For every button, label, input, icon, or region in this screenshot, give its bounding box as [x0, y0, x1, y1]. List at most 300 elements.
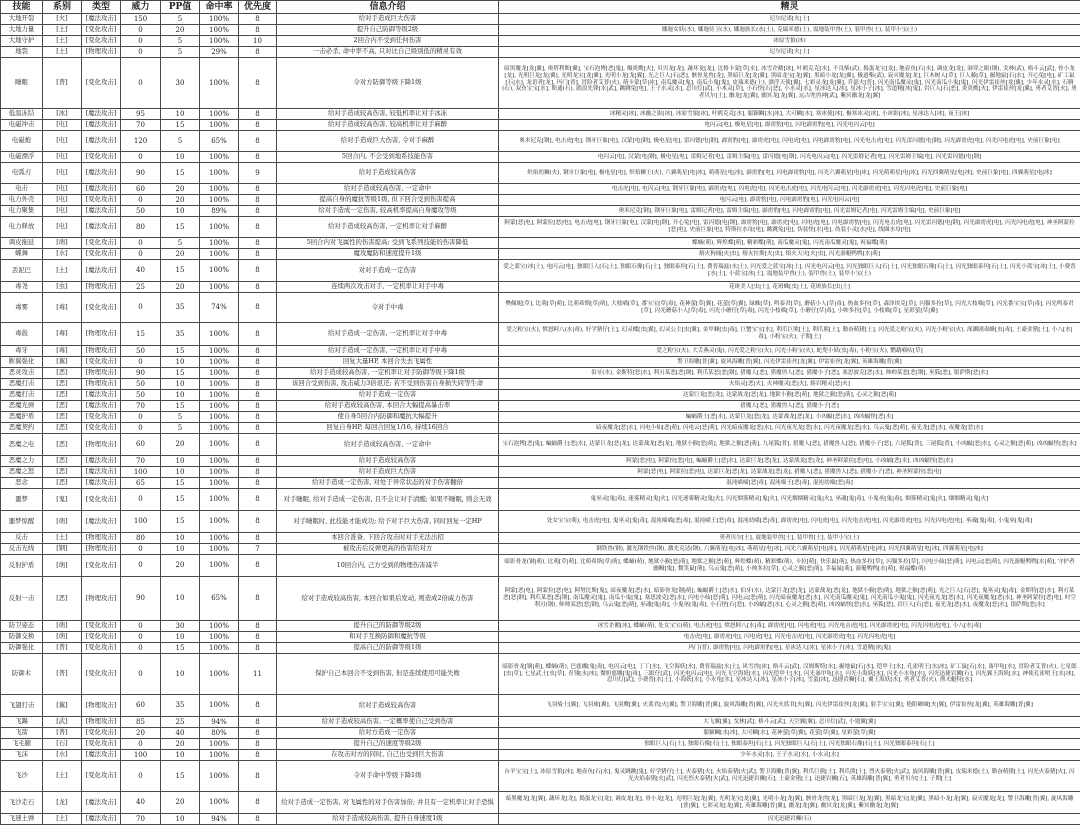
priority-cell: 8: [239, 792, 277, 814]
table-row: [1, 217, 1080, 238]
description-cell: 被攻击后反弹更高的伤害给对方: [277, 544, 499, 555]
power-cell: 0: [121, 555, 161, 577]
type-cell: [变化攻击]: [82, 728, 121, 739]
pp-cell: 5: [161, 36, 200, 47]
table-row: [1, 238, 1080, 249]
priority-cell: 8: [239, 357, 277, 368]
sprites-cell: 聪颖鲷[水|冰], 大可鲷[水], 花神萤[草|翼], 花萤[草|翼], 星彩萤[草|翼]: [499, 728, 1080, 739]
type-cell: [魔法攻击]: [82, 814, 121, 825]
sprites-cell: 猎魔人[恶], 猎魔兽人[恶], 猎魔小子[恶]: [499, 401, 1080, 412]
accuracy-cell: 100%: [200, 25, 239, 36]
accuracy-cell: 100%: [200, 467, 239, 478]
pp-cell: 10: [161, 750, 200, 761]
pp-cell: 15: [161, 346, 200, 357]
skill-name-cell: 飞沫: [1, 750, 43, 761]
sprites-cell: 奥米尼克[钢], 钢牙巨象[电], 雷姆记者[电], 雷姆主编[电], 霹雳豹[电], 闪电霹雳豹[电], 闪光雷姆记者[电], 闪光雷姆主编[电], 史前巨象[电]: [499, 206, 1080, 217]
skill-name-cell: 电击: [1, 184, 43, 195]
skill-name-cell: 电磁冲击: [1, 120, 43, 131]
skill-name-cell: 毒牙: [1, 346, 43, 357]
power-cell: 15: [121, 323, 161, 346]
type-cell: [魔法攻击]: [82, 390, 121, 401]
priority-cell: 8: [239, 489, 277, 511]
table-row: [1, 467, 1080, 478]
accuracy-cell: 100%: [200, 511, 239, 533]
type-cell: [魔法攻击]: [82, 217, 121, 238]
sprites-cell: 爱之粉宝(火), 大舌燕灵(鬼), 闪光爱之粉宝(火), 闪光小粉宝(火), 蛇咫小妖(虫|毒), 小粉宝(火), 鹦鹉嘀咕[草]: [499, 346, 1080, 357]
sprites-cell: 尼尔尼诺[火|土]: [499, 47, 1080, 58]
accuracy-cell: 89%: [200, 206, 239, 217]
attribute-cell: [普]: [43, 654, 82, 695]
type-cell: [物理攻击]: [82, 323, 121, 346]
pp-cell: 5: [161, 131, 200, 152]
table-row: [1, 739, 1080, 750]
type-cell: [变化攻击]: [82, 36, 121, 47]
skill-name-cell: 反击: [1, 533, 43, 544]
table-row: [1, 293, 1080, 323]
sprites-cell: 奥米尼克[钢], 电击虎[电], 钢牙巨象[电], 汉蒙[电|钢], 极电星[电], 雷闪德[电|钢], 霹雳豹[电], 霹雳虎[电], 闪电虎[电], 闪电霹雳豹[电], 闪光电击虎[电], 闪光雷闪德[电|钢], 闪光霹雳虎[电], 闪光闪电虎[电], 史前巨象[电]: [499, 131, 1080, 152]
header-attribute: 系别: [43, 1, 82, 14]
power-cell: 65: [121, 478, 161, 489]
sprites-cell: 尼尔尼诺[火|土]: [499, 14, 1080, 25]
pp-cell: 15: [161, 761, 200, 792]
sprites-cell: 阿蒙[恶|电], 阿蒙拉[恶|电], 达蒙巨龙[恶|龙], 达蒙战龙[恶|龙], 猎魔人[恶], 猎魔兽人[恶], 猎魔小子[恶], 神圣阿蒙拉[恶|电]: [499, 467, 1080, 478]
priority-cell: 8: [239, 632, 277, 643]
description-cell: 5回合内, 不会受到地系技能伤害: [277, 152, 499, 163]
power-cell: 60: [121, 184, 161, 195]
skill-name-cell: 恶魔打击: [1, 379, 43, 390]
power-cell: 20: [121, 728, 161, 739]
table-row: [1, 511, 1080, 533]
priority-cell: 8: [239, 379, 277, 390]
pp-cell: 20: [161, 434, 200, 456]
attribute-cell: [土]: [43, 533, 82, 544]
attribute-cell: [毒]: [43, 293, 82, 323]
skill-name-cell: 飞箭: [1, 728, 43, 739]
power-cell: 80: [121, 533, 161, 544]
attribute-cell: [萌]: [43, 555, 82, 577]
skill-name-cell: 防御强化: [1, 643, 43, 654]
pp-cell: 10: [161, 109, 200, 120]
accuracy-cell: 94%: [200, 814, 239, 825]
attribute-cell: [土]: [43, 36, 82, 47]
accuracy-cell: 100%: [200, 533, 239, 544]
priority-cell: 8: [239, 368, 277, 379]
attribute-cell: [土]: [43, 761, 82, 792]
power-cell: 50: [121, 379, 161, 390]
skill-name-cell: 飞沙走石: [1, 792, 43, 814]
skill-name-cell: 毒雾: [1, 293, 43, 323]
power-cell: 25: [121, 282, 161, 293]
type-cell: [变化攻击]: [82, 152, 121, 163]
attribute-cell: [萌]: [43, 621, 82, 632]
pp-cell: 40: [161, 728, 200, 739]
sprites-cell: 飞羽骑士[翼], 飞羽球[翼], 飞羽鹰[翼], 火蓝君[火|翼], 警卫海雕[普|翼], 旋风海雕[普|翼], 闪光火蓝君[火|翼], 闪光伊雷崔丝[龙|翼], 射手宝宝[翼], 艳阳啵啵[火|翼], 伊雷崔丝[龙|翼], 英雄海雕[普|翼]: [499, 695, 1080, 717]
type-cell: [物理攻击]: [82, 282, 121, 293]
type-cell: [魔法攻击]: [82, 163, 121, 184]
priority-cell: 8: [239, 750, 277, 761]
skill-name-cell: 恶魔光弹: [1, 401, 43, 412]
table-row: [1, 717, 1080, 728]
sprites-cell: 暗夜魔龙[恶|水], 闪电小仙[恶|萌], 闪电云[恶|萌], 闪光暗夜魔龙[恶|水], 闪光夜光龙[恶|水], 闪光夜魔龙[恶|水], 乌云鬼[恶|萌], 夜光龙[恶|水], 夜魔龙[恶|水]: [499, 423, 1080, 434]
skill-name-cell: 地裂: [1, 47, 43, 58]
accuracy-cell: 100%: [200, 163, 239, 184]
sprites-cell: 玛门(普), 霹雳豹[电], 闪电霹雳豹[电], 星冰达人[冰], 星冰小子[冰], 雪道精[冰|鬼]: [499, 643, 1080, 654]
attribute-cell: [电]: [43, 206, 82, 217]
attribute-cell: [土]: [43, 47, 82, 58]
pp-cell: 15: [161, 511, 200, 533]
description-cell: 一击必杀, 命中率不高, 只对比自己级别低的精灵有效: [277, 47, 499, 58]
sprites-cell: 阿蒙[恶|电], 阿蒙拉[恶|电], 电击虎[电], 钢牙巨象[电], 汉蒙[电|钢], 开心兔[电], 雷闪德[电|钢], 霹雳豹[电], 霹雳虎[电], 闪电虎[电], 闪电霹雳豹[电], 闪光电击虎[电], 闪光雷闪德[电|钢], 闪光霹雳虎[电], 闪光闪电虎[电], 神圣阿蒙拉[恶|电], 史前巨象[电], 特斯拉水母[电], 跳跳兔[电], 伪装怪[水|电], 伪装小灵[水|电], 线圈水母[电]: [499, 217, 1080, 238]
accuracy-cell: 100%: [200, 346, 239, 357]
sprites-cell: 炽焰幼狮(火), 钢牙巨象[电], 极电星[电], 炽焰狮王(火), 六翼萌星[电|冰], 萌萌星[电|冰], 霹雳豹[电], 闪电霹雳豹[电], 闪光六翼萌星[电|冰], 闪光萌萌星[电|冰], 闪光四翼萌星[电|冰], 史前巨象[电], 四翼萌星[电|冰]: [499, 163, 1080, 184]
power-cell: 0: [121, 152, 161, 163]
skill-name-cell: 电弧刃: [1, 163, 43, 184]
power-cell: 0: [121, 357, 161, 368]
type-cell: [魔法攻击]: [82, 206, 121, 217]
sprites-cell: 电击虎[电], 霹雳虎[电], 闪电虎[电], 闪光电击虎[电], 闪光霹雳虎[电], 闪光闪电虎[电]: [499, 632, 1080, 643]
power-cell: 100: [121, 467, 161, 478]
pp-cell: 15: [161, 217, 200, 238]
power-cell: 80: [121, 217, 161, 238]
attribute-cell: [恶]: [43, 423, 82, 434]
table-row: [1, 323, 1080, 346]
priority-cell: 8: [239, 390, 277, 401]
description-cell: 魔攻魔防和速度提升1级: [277, 249, 499, 260]
skill-name-cell: 恶魔之电: [1, 434, 43, 456]
attribute-cell: [翼]: [43, 357, 82, 368]
attribute-cell: [毒]: [43, 323, 82, 346]
description-cell: 给对手造成一定伤害, 对处于异常状态的对手伤害翻倍: [277, 478, 499, 489]
priority-cell: 7: [239, 544, 277, 555]
sprites-cell: 暗黑魔龙[龙|翼], 蔬坏龙[龙], 捣蛋龙宝[龙], 调皮龙[龙], 骨小龙[龙], 光明巨龙[龙|翼], 光明龙宝[龙|翼], 光明小龙[龙|翼], 骸骨龙兽[龙], 黑暗巨龙[龙|翼], 黑暗龙宝[龙|翼], 黑暗小龙[龙|翼], 寂灭魔龙[龙], 警卫海雕[普|翼], 旋风海雕[普|翼], 七彩灵龙[龙|翼], 英雄海雕[普|翼], 幽龙[龙|翼], 幽冥龙[龙|翼], 紫冥幽龙[龙|翼]: [499, 792, 1080, 814]
table-row: [1, 131, 1080, 152]
accuracy-cell: 100%: [200, 654, 239, 695]
sprites-cell: 少年水灵[水], 王子水灵[水], 小水灵[水]: [499, 750, 1080, 761]
power-cell: 0: [121, 544, 161, 555]
priority-cell: 8: [239, 533, 277, 544]
accuracy-cell: 100%: [200, 184, 239, 195]
attribute-cell: [普]: [43, 728, 82, 739]
power-cell: 0: [121, 47, 161, 58]
table-row: [1, 632, 1080, 643]
priority-cell: 9: [239, 163, 277, 184]
power-cell: 90: [121, 368, 161, 379]
accuracy-cell: 100%: [200, 555, 239, 577]
power-cell: 0: [121, 761, 161, 792]
attribute-cell: [鬼]: [43, 489, 82, 511]
header-pp: PP值: [161, 1, 200, 14]
sprites-cell: 冰雪企鹅[冰], 蝶蛹(萌), 处女宝宝(萌), 电击虎[电], 愤怒阿八[水|毒], 霹雳虎[电], 闪电虎[电], 闪光电击虎[电], 闪光霹雳虎[电], 闪光闪电虎[电], 小八[水|毒]: [499, 621, 1080, 632]
table-row: [1, 577, 1080, 621]
table-row: [1, 533, 1080, 544]
skill-name-cell: 飞速土弹: [1, 814, 43, 825]
priority-cell: 8: [239, 120, 277, 131]
skill-name-cell: 反击光线: [1, 544, 43, 555]
accuracy-cell: 100%: [200, 632, 239, 643]
description-cell: 给对手造成一定伤害, 对飞属性的对手伤害加倍; 并且有一定机率让对手恐惧: [277, 792, 499, 814]
accuracy-cell: 100%: [200, 36, 239, 47]
pp-cell: 20: [161, 184, 200, 195]
type-cell: [变化攻击]: [82, 357, 121, 368]
priority-cell: 8: [239, 260, 277, 282]
power-cell: 0: [121, 36, 161, 47]
pp-cell: 20: [161, 25, 200, 36]
skill-name-cell: 防御交换: [1, 632, 43, 643]
type-cell: [变化攻击]: [82, 643, 121, 654]
power-cell: 100: [121, 511, 161, 533]
pp-cell: 15: [161, 120, 200, 131]
sprites-cell: 蝶蛹(萌), 辉煌蝶[萌], 精彩蝶[萌], 南瓜魔灵[鬼], 闪光南瓜魔灵[鬼], 祝福蝶[萌]: [499, 238, 1080, 249]
sprites-cell: 警卫海雕[普|翼], 旋风海雕[普|翼], 闪光伊雷崔丝[龙|翼], 伊雷崔丝[龙|翼], 英雄海雕[普|翼]: [499, 357, 1080, 368]
description-cell: 令对手中毒: [277, 293, 499, 323]
pp-cell: 5: [161, 423, 200, 434]
sprites-cell: 阿蒙[恶|电], 阿蒙拉[恶|电], 阿努比斯[鬼], 暗夜魔龙[恶|水], 暗影骨龙[钢|萌], 蝙蝠爵士[恶|水], 伯牙(水), 达蒙巨龙[恶|龙], 达蒙战龙[恶|龙], 地狱小猴[恶|萌], 地狱之猴[恶|萌], 光之巨人[石|恶], 鬼巫灵[鬼|毒], 金斯特[恶|水], 利刃某恶[恶|钢], 利爪某恶[恶|钢], 南瓜魔灵[鬼], 南瓜小鬼[鬼], 塞思波克[恶|水], 闪电小仙[恶|萌], 闪电云[恶|萌], 闪光暗夜魔龙[恶|水], 闪光南瓜魔灵[鬼], 闪光南瓜小鬼[鬼], 闪光夜光龙[恶|水], 闪光夜魔龙[恶|水], 神圣阿蒙拉[恶|电], 时空利刃(钢), 帅帅某恶[恶|钢], 乌云鬼[恶|萌], 巫魂[鬼|毒], 小鬼巫[鬼|毒], 小石怪[石|恶], 小凶蝠[恶|水], 心灵之猴[恶|萌], 凶凶蝠怪[恶|水], 巫狐[恶], 岩巨人[石|恶], 夜光龙[恶|水], 夜魔龙[恶|水], 银萨斯[恶|水]: [499, 577, 1080, 621]
description-cell: 给对手造成较高伤害, 一定命中: [277, 184, 499, 195]
accuracy-cell: 80%: [200, 728, 239, 739]
priority-cell: 8: [239, 467, 277, 478]
description-cell: 给对手造成较高伤害, 本回合大幅提高暴击率: [277, 401, 499, 412]
description-cell: 给对手造成较高伤害, 一定机率让对手防御等级下降1级: [277, 368, 499, 379]
skill-name-cell: 噩梦惊醒: [1, 511, 43, 533]
table-row: [1, 390, 1080, 401]
pp-cell: 10: [161, 390, 200, 401]
description-cell: 提升自己的速度等级2级: [277, 739, 499, 750]
attribute-cell: [电]: [43, 184, 82, 195]
accuracy-cell: 100%: [200, 195, 239, 206]
description-cell: 令对手命中等级下降1级: [277, 761, 499, 792]
attribute-cell: [翼]: [43, 695, 82, 717]
accuracy-cell: 65%: [200, 577, 239, 621]
skill-name-cell: 防御术: [1, 654, 43, 695]
pp-cell: 10: [161, 577, 200, 621]
type-cell: [魔法攻击]: [82, 792, 121, 814]
priority-cell: 8: [239, 47, 277, 58]
skill-name-cell: 断翼强化: [1, 357, 43, 368]
priority-cell: 8: [239, 728, 277, 739]
priority-cell: 8: [239, 152, 277, 163]
accuracy-cell: 100%: [200, 478, 239, 489]
description-cell: 给对手造成一定伤害: [277, 390, 499, 401]
description-cell: 给对手造成巨大伤害: [277, 467, 499, 478]
table-row: [1, 555, 1080, 577]
priority-cell: 8: [239, 555, 277, 577]
accuracy-cell: 100%: [200, 390, 239, 401]
table-row: [1, 412, 1080, 423]
description-cell: 给对手造成较高伤害, 本回合如果后发动, 则造成2倍威力伤害: [277, 577, 499, 621]
accuracy-cell: 100%: [200, 58, 239, 109]
description-cell: 给对手造成较高伤害: [277, 695, 499, 717]
priority-cell: 8: [239, 621, 277, 632]
table-row: [1, 728, 1080, 739]
power-cell: 0: [121, 249, 161, 260]
accuracy-cell: 100%: [200, 152, 239, 163]
header-accuracy: 命中率: [200, 1, 239, 14]
sprites-cell: 伯牙(水), 金斯特[恶|水], 利刃某恶[恶|钢], 利爪某恶[恶|钢], 猎魔人[恶], 猎魔兽人[恶], 猎魔小子[恶], 塞思波克[恶|水], 帅帅某恶[恶|钢], 巫狐[恶], 银萨斯[恶|水]: [499, 368, 1080, 379]
skill-name-cell: 睡眠: [1, 58, 43, 109]
sprites-cell: 电闪云[电], 极电星[电], 霹雳豹[电], 闪电霹雳豹[电], 闪光电闪云[电]: [499, 120, 1080, 131]
attribute-cell: [恶]: [43, 456, 82, 467]
skill-name-cell: 飞毛腿: [1, 739, 43, 750]
sprites-cell: 蝙蝠爵士[恶|水], 达蒙巨龙[恶|龙], 达蒙战龙[恶|龙], 小凶蝠[恶|水], 凶凶蝠怪[恶|水]: [499, 412, 1080, 423]
description-cell: 回复自身HP, 每回合回复1/16, 持续16回合: [277, 423, 499, 434]
attribute-cell: [萌]: [43, 511, 82, 533]
attribute-cell: [电]: [43, 217, 82, 238]
table-row: [1, 47, 1080, 58]
sprites-cell: 勇者贝尔[土], 震地装甲兽[土], 装甲兽[土], 装甲小宝(土): [499, 533, 1080, 544]
power-cell: 0: [121, 654, 161, 695]
sprites-cell: 宝石泡博[恶|鬼], 蝙蝠爵士[恶|水], 达蒙巨龙[恶|龙], 达蒙战龙[恶|龙], 地狱小猴[恶|萌], 地狱之猴[恶|萌], 九尾狐[普], 猎魔人[恶], 猎魔兽人[恶], 猎魔小子[恶], 六尾狐[普], 三尾狐[普], 小凶蝠[恶|水], 心灵之猴[恶|萌], 凶凶蝠怪[恶|水]: [499, 434, 1080, 456]
description-cell: 给对手造成较高伤害: [277, 456, 499, 467]
priority-cell: 8: [239, 323, 277, 346]
pp-cell: 10: [161, 357, 200, 368]
accuracy-cell: 100%: [200, 423, 239, 434]
table-row: [1, 282, 1080, 293]
skill-name-cell: 恶灵攻击: [1, 368, 43, 379]
sprites-cell: 闪光迅捷岩狮(石): [499, 814, 1080, 825]
pp-cell: 10: [161, 206, 200, 217]
table-row: [1, 206, 1080, 217]
header-sprites: 精灵: [499, 1, 1080, 14]
description-cell: 对手睡眠时, 此技能才能成功; 给予对手巨大伤害, 同时回复一定HP: [277, 511, 499, 533]
power-cell: 0: [121, 58, 161, 109]
accuracy-cell: 100%: [200, 379, 239, 390]
pp-cell: 10: [161, 814, 200, 825]
type-cell: [魔法攻击]: [82, 260, 121, 282]
type-cell: [魔法攻击]: [82, 456, 121, 467]
table-row: [1, 792, 1080, 814]
power-cell: 40: [121, 792, 161, 814]
skill-name-cell: 大地守护: [1, 36, 43, 47]
table-row: [1, 260, 1080, 282]
attribute-cell: [电]: [43, 120, 82, 131]
accuracy-cell: 100%: [200, 217, 239, 238]
type-cell: [变化攻击]: [82, 489, 121, 511]
type-cell: [物理攻击]: [82, 544, 121, 555]
attribute-cell: [恶]: [43, 412, 82, 423]
power-cell: 120: [121, 131, 161, 152]
pp-cell: 20: [161, 792, 200, 814]
header-skill: 技能: [1, 1, 43, 14]
table-row: [1, 36, 1080, 47]
table-row: [1, 379, 1080, 390]
type-cell: [变化攻击]: [82, 632, 121, 643]
power-cell: 90: [121, 577, 161, 621]
accuracy-cell: 100%: [200, 739, 239, 750]
description-cell: 给对手造成一定伤害, 较高机率提高自身魔攻等级: [277, 206, 499, 217]
table-row: [1, 750, 1080, 761]
description-cell: 令对方防御等级下降1级: [277, 58, 499, 109]
type-cell: [变化攻击]: [82, 412, 121, 423]
priority-cell: 8: [239, 412, 277, 423]
power-cell: 0: [121, 643, 161, 654]
attribute-cell: [恶]: [43, 478, 82, 489]
accuracy-cell: 100%: [200, 750, 239, 761]
power-cell: 100: [121, 750, 161, 761]
attribute-cell: [土]: [43, 25, 82, 36]
sprites-cell: 娜迦女妖(水), 娜迦侍卫(水), 娜迦族长(水|土), 克瑞米德(土), 震地装甲兽(土), 装甲兽(土), 装甲小宝(土): [499, 25, 1080, 36]
sprites-cell: 熔火狗俑[火|虫], 熔火拉斯[火|虫], 熔火天灾[火|虫], 闪光游艇鸭鸭[水|萌]: [499, 249, 1080, 260]
attribute-cell: [普]: [43, 643, 82, 654]
type-cell: [变化攻击]: [82, 25, 121, 36]
type-cell: [物理攻击]: [82, 695, 121, 717]
header-type: 类型: [82, 1, 121, 14]
sprites-cell: 阿蒙[恶|电], 阿蒙拉[恶|电], 蝙蝠爵士[恶|水], 达蒙巨龙[恶|龙], 达蒙战龙[恶|龙], 神圣阿蒙拉[恶|电], 小凶蝠[恶|水], 凶凶蝠怪[恶|水]: [499, 456, 1080, 467]
priority-cell: 8: [239, 434, 277, 456]
power-cell: 70: [121, 456, 161, 467]
pp-cell: 30: [161, 621, 200, 632]
pp-cell: 10: [161, 533, 200, 544]
sprites-cell: 暗影骨龙[钢|萌], 蝶蛹(萌), 巴慈娜[鬼|毒], 电闪云[电], 丁丁[水], 飞空海妖[水], 费普瑞兹[水|土], 风雪兽[冰], 格斗云[武], 汉姆斯特[水], 掘地鼠[石|水], 铠甲士[水], 孔雀明王[水|冰], 矿工鼠[石|水], 盔甲龟[水], 冒险者艾普(火), 七星郎[虫|草], 七星武士[虫|草], 青翎[水|冰], 微妲慈娜[鬼|毒], 三眼仔[武], 闪光电闪云[电], 闪光飞空海妖[水], 闪光铠甲士[水], 闪光盔甲龟[水], 闪光小海妖[水], 闪光小水龟[水], 闪光迅捷岩狮[石], 闪光翼王海妖[水], 神使孔雀明王[水|冰], 忍川灯[武], 小费普[水|土], 小海妖[水], 小水龟[水], 星冰达人[冰], 星冰小子[冰], 雪蛮[冰], 迅捷岩狮[石], 翼王海妖[水], 勇者艾普(火), 渔夫艇特[水]: [499, 654, 1080, 695]
attribute-cell: [恶]: [43, 434, 82, 456]
description-cell: 给对手造成较高伤害, 一定命中: [277, 434, 499, 456]
sprites-cell: 爱之粉宝(火), 愤怒阿八(水|毒), 好学猪仔[土], 幻灵蝶[虫|翼], 幻灵公主[虫|翼], 金甲蜂[虫|毒], 巨蟹宝宝[水], 利爪巨熊[土], 利爪熊[土], 勤奋萌猪[土], 闪光爱之粉宝(火), 闪光小粉宝(火), 深渊剧毒蜂[虫|毒], 土豪金猪[土], 小八[水|毒], 小粉宝(火), 子期[土]: [499, 323, 1080, 346]
description-cell: 给对手造成较高伤害, 一定机率让对手麻醉: [277, 217, 499, 238]
priority-cell: 10: [239, 36, 277, 47]
pp-cell: 30: [161, 58, 200, 109]
type-cell: [物理攻击]: [82, 533, 121, 544]
accuracy-cell: 100%: [200, 643, 239, 654]
power-cell: 0: [121, 293, 161, 323]
priority-cell: 8: [239, 109, 277, 120]
power-cell: 50: [121, 206, 161, 217]
priority-cell: 8: [239, 739, 277, 750]
skill-name-cell: 丢泥巴: [1, 260, 43, 282]
attribute-cell: [电]: [43, 163, 82, 184]
type-cell: [变化攻击]: [82, 423, 121, 434]
accuracy-cell: 100%: [200, 260, 239, 282]
accuracy-cell: 29%: [200, 47, 239, 58]
skill-name-cell: 飞沙: [1, 761, 43, 792]
sprites-cell: 冰原雪狼(冰): [499, 36, 1080, 47]
skill-name-cell: 毒尧: [1, 282, 43, 293]
table-row: [1, 346, 1080, 357]
type-cell: [变化攻击]: [82, 238, 121, 249]
priority-cell: 8: [239, 249, 277, 260]
type-cell: [物理攻击]: [82, 346, 121, 357]
priority-cell: 8: [239, 25, 277, 36]
type-cell: [魔法攻击]: [82, 467, 121, 478]
sprites-cell: 爱之蓝宝(冰|土), 电闪云[电], 独眼巨人[石|土], 独眼石像[石|土], 独眼泰坦[石|土], 费普瑞兹(水|土), 闪光爱之蓝宝[冰|土], 闪光电闪云[电], 闪光独眼巨人[石|土], 闪光独眼石像[石|土], 闪光独眼泰坦[石|土], 闪光小蓝宝[冰|土], 小费普[水|土], 小蓝宝[冰|土], 震地装甲兽(土), 装甲兽(土), 装甲小宝(土): [499, 260, 1080, 282]
table-row: [1, 456, 1080, 467]
type-cell: [魔法攻击]: [82, 750, 121, 761]
skill-name-cell: 恶魔护盾: [1, 412, 43, 423]
accuracy-cell: 100%: [200, 695, 239, 717]
attribute-cell: [水]: [43, 750, 82, 761]
power-cell: 0: [121, 632, 161, 643]
description-cell: 对对手造成一定伤害: [277, 260, 499, 282]
table-row: [1, 434, 1080, 456]
pp-cell: 15: [161, 401, 200, 412]
power-cell: 85: [121, 717, 161, 728]
type-cell: [物理攻击]: [82, 717, 121, 728]
description-cell: 给对手造成一定伤害, 一定机率让对手中毒: [277, 346, 499, 357]
pp-cell: 5: [161, 47, 200, 58]
priority-cell: 8: [239, 195, 277, 206]
description-cell: 提高自己的防御等级1级: [277, 643, 499, 654]
priority-cell: 11: [239, 654, 277, 695]
description-cell: 提高自身的魔抗等级1级, 但下回合受到伤害提高: [277, 195, 499, 206]
priority-cell: 8: [239, 131, 277, 152]
power-cell: 0: [121, 489, 161, 511]
skill-name-cell: 蝶舞: [1, 249, 43, 260]
power-cell: 0: [121, 621, 161, 632]
pp-cell: 10: [161, 379, 200, 390]
priority-cell: 8: [239, 217, 277, 238]
priority-cell: 8: [239, 58, 277, 109]
sprites-cell: 电闪云[电], 汉蒙[电|钢], 极电星[电], 雷姆记者[电], 雷姆主编[电], 雷闪德[电|钢], 闪光电闪云[电], 闪光雷姆记者[电], 闪光雷姆主编[电], 闪光雷闪德[电|钢]: [499, 152, 1080, 163]
header-priority: 优先度: [239, 1, 277, 14]
attribute-cell: [水]: [43, 249, 82, 260]
